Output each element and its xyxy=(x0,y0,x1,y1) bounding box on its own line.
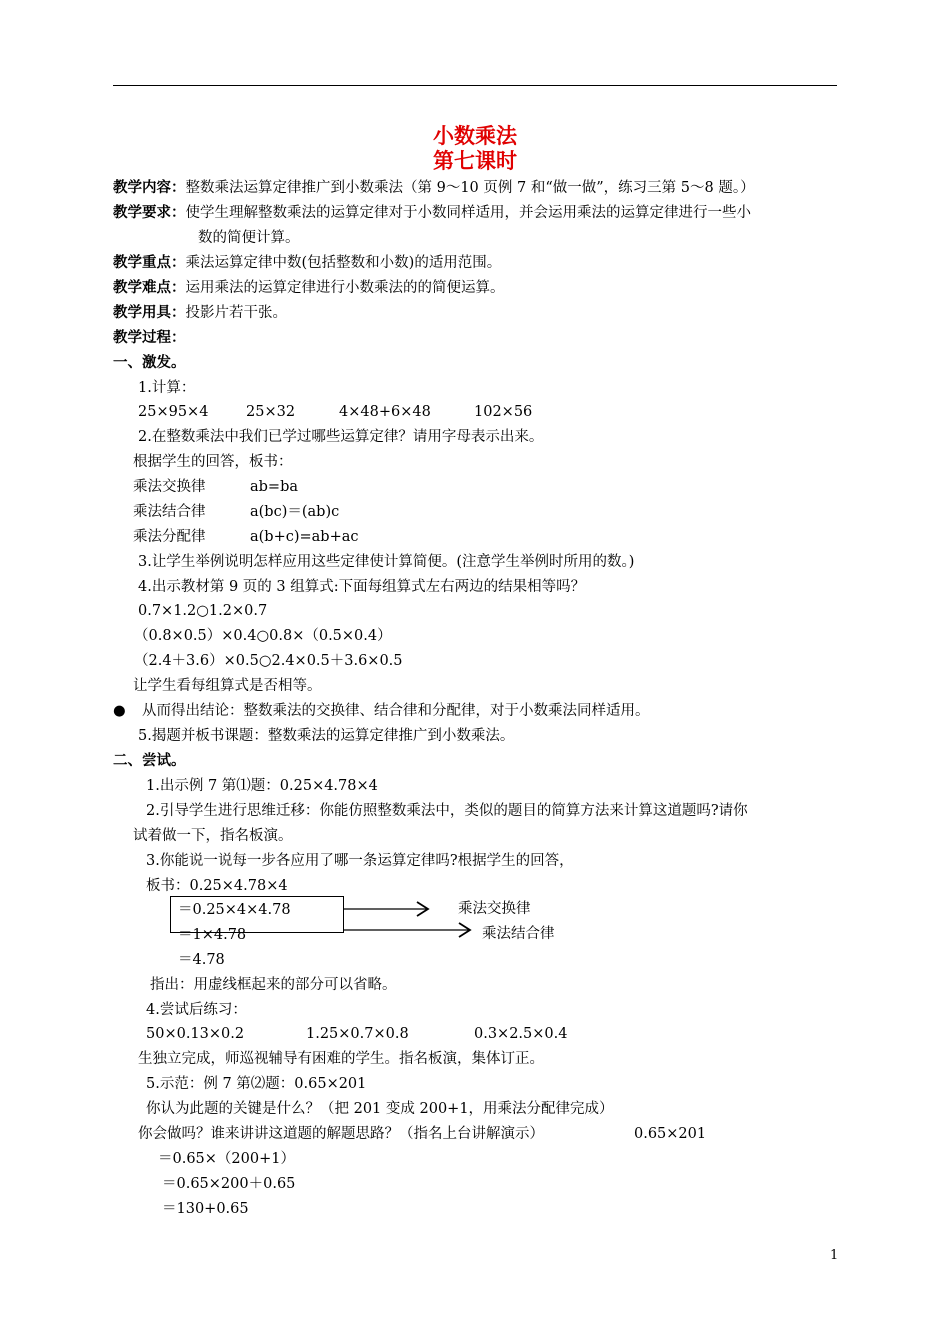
arrow2-label: 乘法结合律 xyxy=(482,926,555,942)
page-title: 小数乘法 xyxy=(433,123,517,148)
step-3: ＝4.78 xyxy=(178,952,225,968)
observe-text: 让学生看每组算式是否相等。 xyxy=(133,678,322,694)
board-line: 板书：0.25×4.78×4 xyxy=(146,878,288,894)
tools-label: 教学用具： xyxy=(113,304,186,321)
solution-1: ＝0.65×（200+1） xyxy=(158,1151,295,1167)
question-2-expr: 0.65×201 xyxy=(634,1126,707,1142)
calc-1: 25×95×4 xyxy=(138,404,209,420)
law3-formula: a(b+c)=ab+ac xyxy=(250,529,359,545)
note-text: 指出：用虚线框起来的部分可以省略。 xyxy=(150,977,397,993)
focus-label: 教学重点： xyxy=(113,254,186,271)
bullet-icon: ● xyxy=(113,703,126,719)
s1-item3: 3.让学生举例说明怎样应用这些定律使计算简便。(注意学生举例时所用的数。) xyxy=(138,554,635,570)
requirement-text: 使学生理解整数乘法的运算定律对于小数同样适用，并会运用乘法的运算定律进行一些小 xyxy=(185,205,751,221)
equation-3: （2.4＋3.6）×0.5○2.4×0.5＋3.6×0.5 xyxy=(134,653,403,669)
s2-item5: 5.示范：例 7 第⑵题：0.65×201 xyxy=(146,1076,367,1092)
law3-name: 乘法分配律 xyxy=(133,529,206,545)
focus-text: 乘法运算定律中数(包括整数和小数)的适用范围。 xyxy=(185,255,502,271)
tools-text: 投影片若干张。 xyxy=(185,305,287,321)
equation-1: 0.7×1.2○1.2×0.7 xyxy=(138,603,268,619)
exercise-2: 1.25×0.7×0.8 xyxy=(306,1026,409,1042)
s2-item2: 2.引导学生进行思维迁移：你能仿照整数乘法中，类似的题目的简算方法来计算这道题吗?请你 xyxy=(146,803,748,819)
content-label: 教学内容： xyxy=(113,179,186,196)
difficulty-label: 教学难点： xyxy=(113,279,186,296)
requirement-label: 教学要求： xyxy=(113,204,186,221)
process-label: 教学过程： xyxy=(113,329,186,346)
s2-item4: 4.尝试后练习： xyxy=(146,1002,247,1018)
requirement-text-cont: 数的简便计算。 xyxy=(198,230,300,246)
step-1: ＝0.25×4×4.78 xyxy=(178,902,291,918)
s1-item5: 5.揭题并板书课题：整数乘法的运算定律推广到小数乘法。 xyxy=(138,728,515,744)
s2-item2-cont: 试着做一下，指名板演。 xyxy=(133,828,293,844)
question-2: 你会做吗？谁来讲讲这道题的解题思路？（指名上台讲解演示） xyxy=(138,1126,544,1142)
law1-name: 乘法交换律 xyxy=(133,479,206,495)
calc-3: 4×48+6×48 xyxy=(339,404,431,420)
s2-item1: 1.出示例 7 第⑴题：0.25×4.78×4 xyxy=(146,778,378,794)
s1-item1: 1.计算： xyxy=(138,380,196,396)
difficulty-text: 运用乘法的运算定律进行小数乘法的的简便运算。 xyxy=(185,280,505,296)
equation-2: （0.8×0.5）×0.4○0.8×（0.5×0.4） xyxy=(134,628,392,644)
law2-name: 乘法结合律 xyxy=(133,504,206,520)
question-1: 你认为此题的关键是什么？（把 201 变成 200+1，用乘法分配律完成） xyxy=(146,1101,614,1117)
solution-3: ＝130+0.65 xyxy=(162,1201,249,1217)
conclusion-text: 从而得出结论：整数乘法的交换律、结合律和分配律，对于小数乘法同样适用。 xyxy=(142,703,650,719)
law1-formula: ab=ba xyxy=(250,479,299,495)
step-2: ＝1×4.78 xyxy=(178,927,247,943)
exercise-3: 0.3×2.5×0.4 xyxy=(474,1026,568,1042)
page-subtitle: 第七课时 xyxy=(433,148,517,173)
content-text: 整数乘法运算定律推广到小数乘法（第 9～10 页例 7 和“做一做”，练习三第 5～8 题。） xyxy=(185,180,755,196)
solution-2: ＝0.65×200＋0.65 xyxy=(162,1176,296,1192)
section2-heading: 二、尝试。 xyxy=(113,752,186,769)
calc-4: 102×56 xyxy=(474,404,533,420)
law2-formula: a(bc)＝(ab)c xyxy=(250,504,340,520)
s1-item2: 2.在整数乘法中我们已学过哪些运算定律？请用字母表示出来。 xyxy=(138,429,544,445)
arrow1-label: 乘法交换律 xyxy=(458,901,531,917)
arrow-commutative xyxy=(343,902,428,916)
exercise-1: 50×0.13×0.2 xyxy=(146,1026,245,1042)
s2-item3: 3.你能说一说每一步各应用了哪一条运算定律吗?根据学生的回答， xyxy=(146,853,574,869)
practice-note: 生独立完成，师巡视辅导有困难的学生。指名板演，集体订正。 xyxy=(138,1051,544,1067)
section1-heading: 一、激发。 xyxy=(113,354,186,371)
arrow-associative xyxy=(343,923,470,937)
s1-item4: 4.出示教材第 9 页的 3 组算式:下面每组算式左右两边的结果相等吗？ xyxy=(138,579,586,595)
calc-2: 25×32 xyxy=(246,404,296,420)
page-number: 1 xyxy=(830,1248,839,1263)
board-intro: 根据学生的回答，板书： xyxy=(133,454,293,470)
